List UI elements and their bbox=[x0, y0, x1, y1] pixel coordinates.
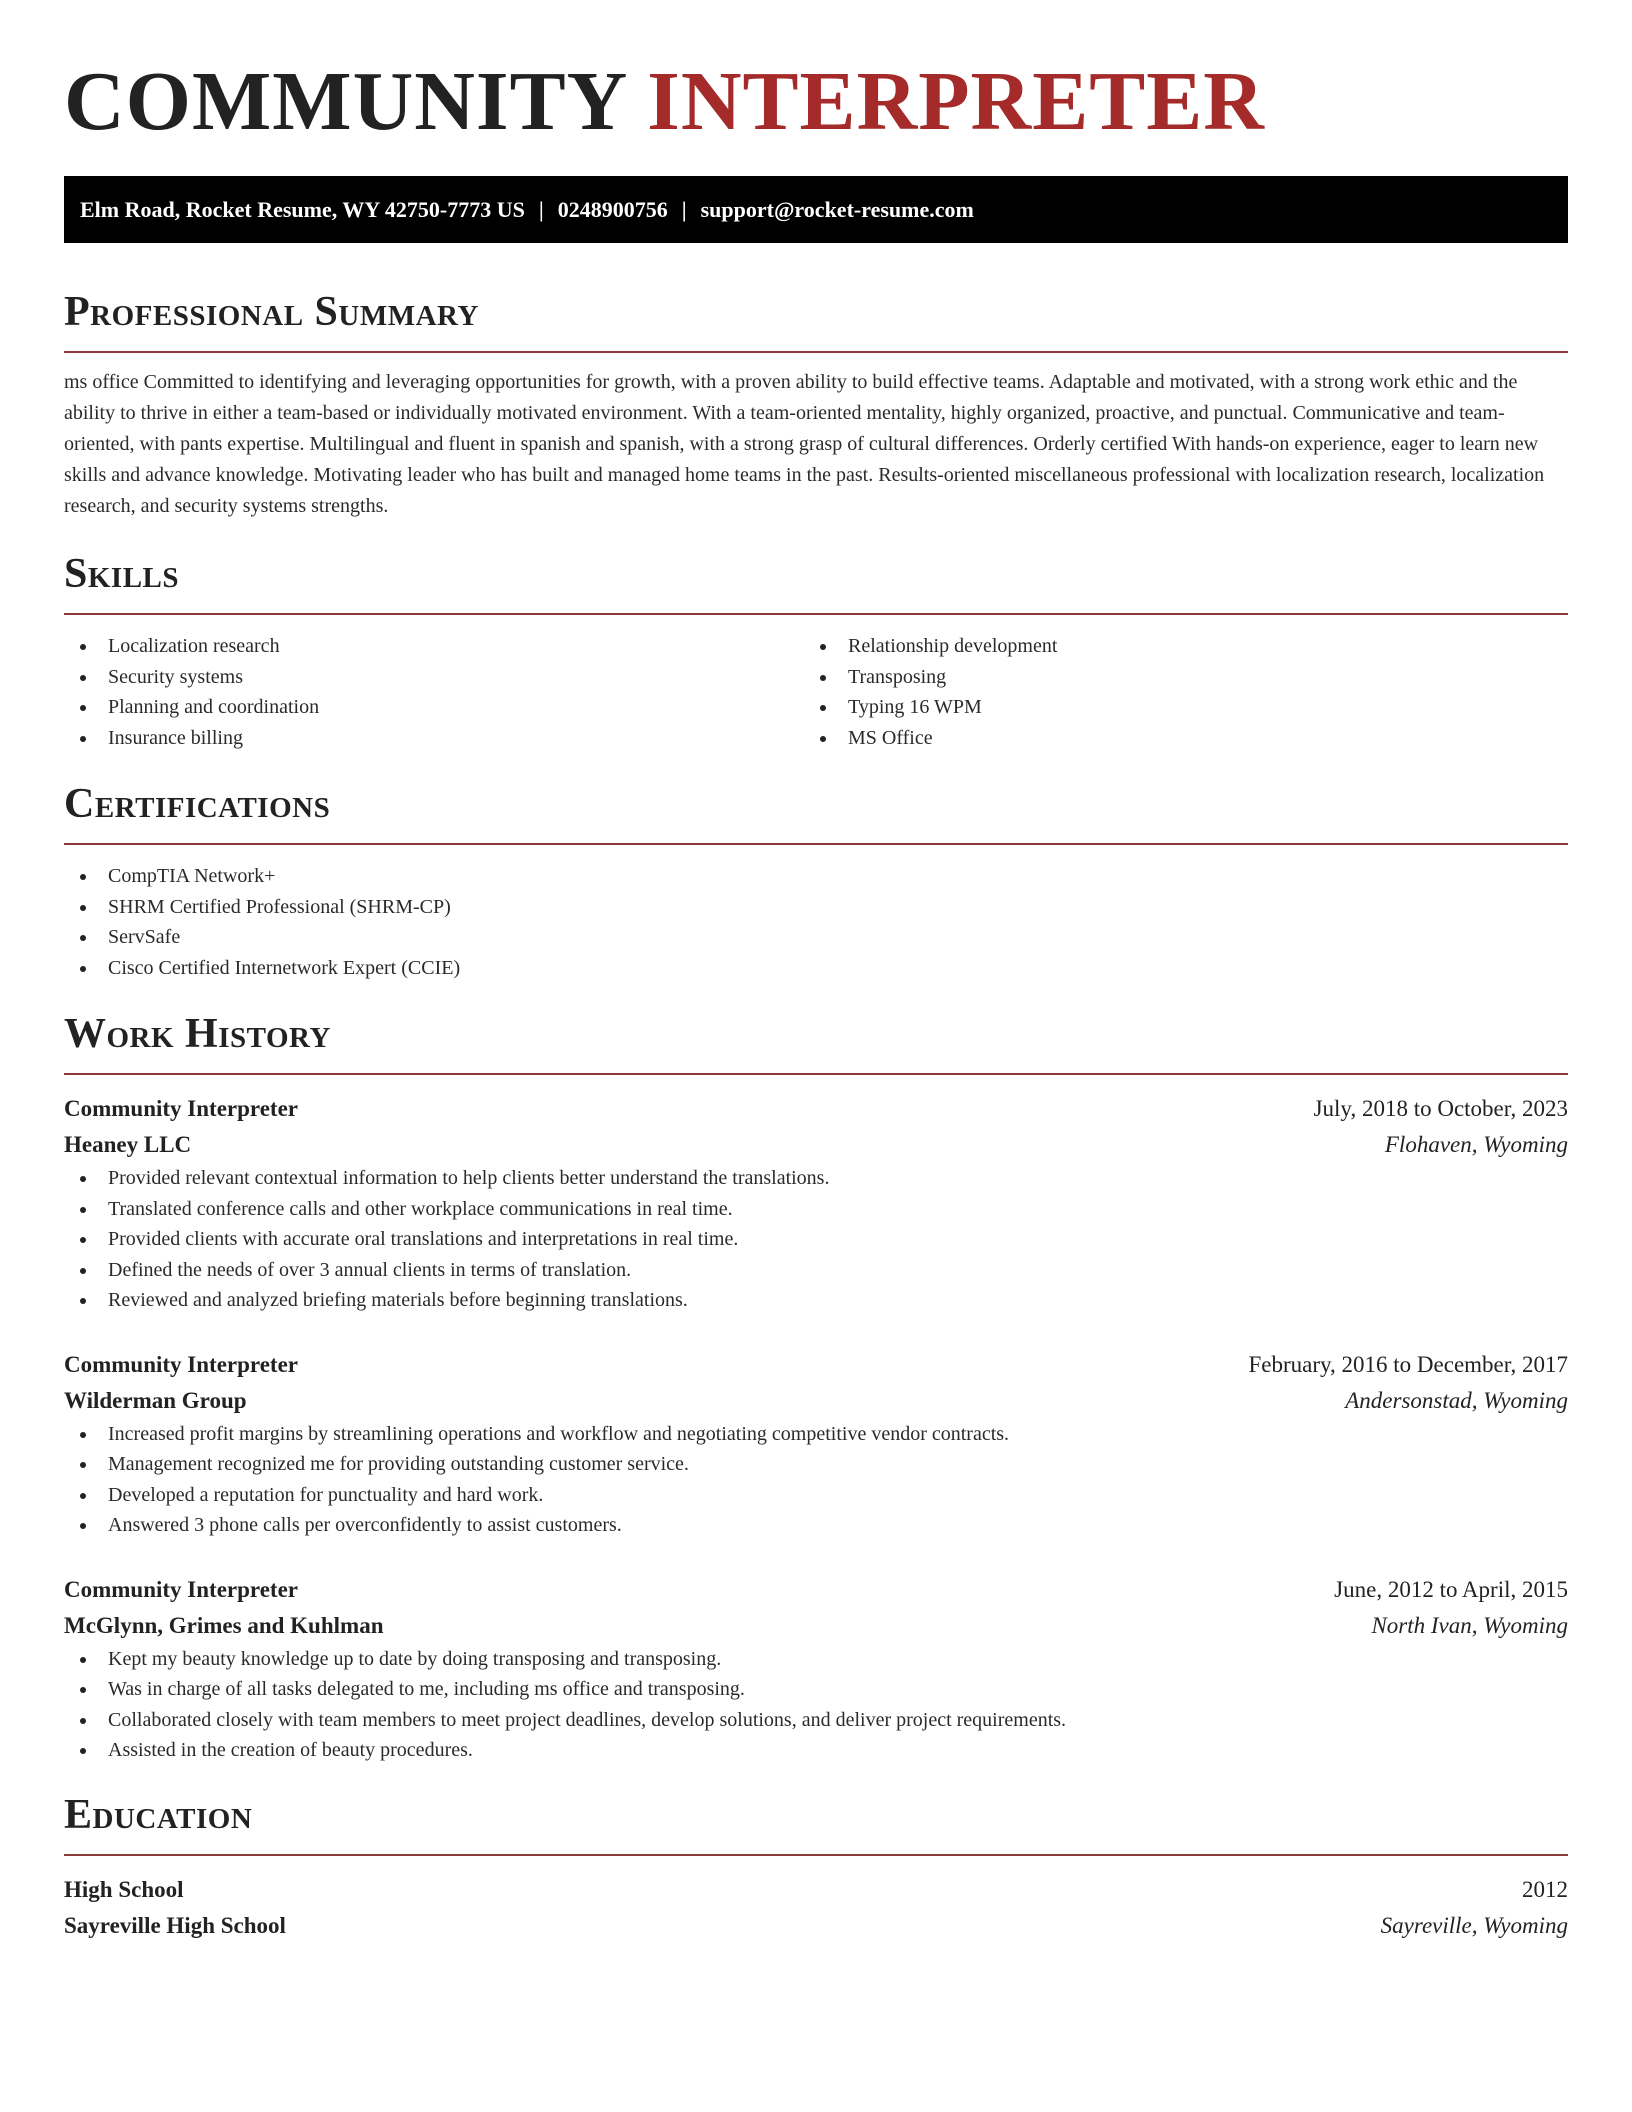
summary-section bbox=[64, 287, 1568, 522]
job-company: Wilderman Group bbox=[64, 1387, 247, 1413]
bullet-icon bbox=[80, 1523, 86, 1529]
bullet-icon bbox=[80, 905, 86, 911]
bullet-icon bbox=[820, 705, 826, 711]
bullet-icon bbox=[80, 644, 86, 650]
job-duties bbox=[64, 1163, 1568, 1316]
bullet-icon bbox=[80, 874, 86, 880]
certifications-list bbox=[64, 861, 1568, 983]
bullet-icon bbox=[80, 1268, 86, 1274]
bullet-icon bbox=[80, 1748, 86, 1754]
bullet-icon bbox=[820, 675, 826, 681]
certification-item: Cisco Certified Internetwork Expert (CCIE) bbox=[64, 953, 1568, 984]
job-duty: Developed a reputation for punctuality and hard work. bbox=[64, 1480, 1568, 1511]
job-title: Community Interpreter bbox=[64, 1096, 298, 1121]
job-duty: Was in charge of all tasks delegated to me, including ms office and transposing. bbox=[64, 1674, 1568, 1705]
job-entry bbox=[64, 1572, 1568, 1766]
certification-item: ServSafe bbox=[64, 922, 1568, 953]
contact-phone: 0248900756 bbox=[557, 196, 668, 222]
job-entry bbox=[64, 1347, 1568, 1541]
section-divider bbox=[64, 1854, 1568, 1856]
skill-item: Planning and coordination bbox=[64, 692, 804, 723]
job-duty: Provided clients with accurate oral translations and interpretations in real time. bbox=[64, 1224, 1568, 1255]
bullet-icon bbox=[80, 1493, 86, 1499]
summary-heading: Professional Summary bbox=[64, 289, 479, 335]
job-title: Community Interpreter bbox=[64, 1351, 298, 1377]
certifications-heading: Certifications bbox=[64, 781, 331, 827]
job-title: Community Interpreter bbox=[64, 1576, 298, 1602]
contact-email: support@rocket-resume.com bbox=[700, 196, 974, 222]
education-school: Sayreville High School bbox=[64, 1912, 286, 1938]
contact-address: Elm Road, Rocket Resume, WY 42750-7773 US bbox=[80, 196, 525, 222]
job-company: Heaney LLC bbox=[64, 1132, 192, 1157]
job-dates: July, 2018 to October, 2023 bbox=[1313, 1096, 1568, 1121]
section-divider bbox=[64, 1073, 1568, 1075]
job-duty: Management recognized me for providing outstanding customer service. bbox=[64, 1449, 1568, 1480]
skills-section bbox=[64, 549, 1568, 753]
bullet-icon bbox=[80, 1176, 86, 1182]
section-divider bbox=[64, 351, 1568, 353]
certification-item: CompTIA Network+ bbox=[64, 861, 1568, 892]
skill-item: Localization research bbox=[64, 631, 804, 662]
candidate-name bbox=[64, 0, 1568, 148]
certifications-section bbox=[64, 779, 1568, 983]
skills-column-left bbox=[64, 631, 804, 753]
bullet-icon bbox=[80, 966, 86, 972]
summary-text: ms office Committed to identifying and leveraging opportunities for growth, with a proven ability to build effective teams. Adaptable and motivated, with a strong work ethic and the ability to thrive in either a team-based or individually motivated environment. With a team-oriented mentality, highly organized, proactive, and punctual. Communicative and team-oriented, with pants expertise. Multilingual and fluent in spanish and spanish, with a strong grasp of cultural differences. Orderly certified With hands-on experience, eager to learn new skills and advance knowledge. Motivating leader who has built and managed home teams in the past. Results-oriented miscellaneous professional with localization research, localization research, and security systems strengths. bbox=[64, 371, 1545, 517]
contact-separator: | bbox=[681, 196, 687, 222]
contact-bar bbox=[64, 176, 1568, 243]
skills-column-right bbox=[804, 631, 1544, 753]
bullet-icon bbox=[80, 675, 86, 681]
job-location: Flohaven, Wyoming bbox=[1384, 1132, 1568, 1157]
job-duties bbox=[64, 1644, 1568, 1766]
education-heading: Education bbox=[64, 1791, 253, 1838]
resume-page bbox=[64, 0, 1568, 1944]
education-entry bbox=[64, 1872, 1568, 1944]
bullet-icon bbox=[80, 935, 86, 941]
skill-item: Insurance billing bbox=[64, 723, 804, 754]
skill-item: Security systems bbox=[64, 662, 804, 693]
bullet-icon bbox=[80, 1718, 86, 1724]
job-duty: Kept my beauty knowledge up to date by doing transposing and transposing. bbox=[64, 1644, 1568, 1675]
education-section bbox=[64, 1790, 1568, 1944]
job-duty: Increased profit margins by streamlining operations and workflow and negotiating competitive vendor contracts. bbox=[64, 1419, 1568, 1450]
job-location: North Ivan, Wyoming bbox=[1371, 1612, 1568, 1638]
education-year: 2012 bbox=[1522, 1876, 1568, 1902]
bullet-icon bbox=[80, 736, 86, 742]
bullet-icon bbox=[80, 1432, 86, 1438]
job-duty: Answered 3 phone calls per overconfidently to assist customers. bbox=[64, 1510, 1568, 1541]
job-duty: Reviewed and analyzed briefing materials before beginning translations. bbox=[64, 1285, 1568, 1316]
skills-heading: Skills bbox=[64, 551, 180, 597]
job-entry bbox=[64, 1091, 1568, 1316]
bullet-icon bbox=[80, 1207, 86, 1213]
job-location: Andersonstad, Wyoming bbox=[1345, 1387, 1568, 1413]
job-dates: June, 2012 to April, 2015 bbox=[1334, 1576, 1568, 1602]
job-duties bbox=[64, 1419, 1568, 1541]
job-duty: Translated conference calls and other workplace communications in real time. bbox=[64, 1194, 1568, 1225]
job-duty: Provided relevant contextual information to help clients better understand the translations. bbox=[64, 1163, 1568, 1194]
bullet-icon bbox=[80, 705, 86, 711]
certification-item: SHRM Certified Professional (SHRM-CP) bbox=[64, 892, 1568, 923]
job-duty: Defined the needs of over 3 annual clients in terms of translation. bbox=[64, 1255, 1568, 1286]
work-history-section bbox=[64, 1009, 1568, 1766]
bullet-icon bbox=[80, 1462, 86, 1468]
bullet-icon bbox=[820, 644, 826, 650]
bullet-icon bbox=[820, 736, 826, 742]
job-duty: Assisted in the creation of beauty procedures. bbox=[64, 1735, 1568, 1766]
education-location: Sayreville, Wyoming bbox=[1380, 1912, 1568, 1938]
skill-item: Typing 16 WPM bbox=[804, 692, 1544, 723]
work-history-heading: Work History bbox=[64, 1011, 331, 1057]
job-company: McGlynn, Grimes and Kuhlman bbox=[64, 1612, 384, 1638]
skill-item: Relationship development bbox=[804, 631, 1544, 662]
bullet-icon bbox=[80, 1657, 86, 1663]
bullet-icon bbox=[80, 1237, 86, 1243]
bullet-icon bbox=[80, 1298, 86, 1304]
skill-item: MS Office bbox=[804, 723, 1544, 754]
job-duty: Collaborated closely with team members to meet project deadlines, develop solutions, and deliver project requirements. bbox=[64, 1705, 1568, 1736]
skills-list bbox=[64, 631, 1568, 753]
job-dates: February, 2016 to December, 2017 bbox=[1248, 1351, 1568, 1377]
education-degree: High School bbox=[64, 1876, 184, 1902]
contact-separator: | bbox=[538, 196, 544, 222]
section-divider bbox=[64, 613, 1568, 615]
bullet-icon bbox=[80, 1687, 86, 1693]
skill-item: Transposing bbox=[804, 662, 1544, 693]
section-divider bbox=[64, 843, 1568, 845]
name-first: COMMUNITY bbox=[64, 55, 626, 148]
name-last: INTERPRETER bbox=[647, 55, 1265, 148]
